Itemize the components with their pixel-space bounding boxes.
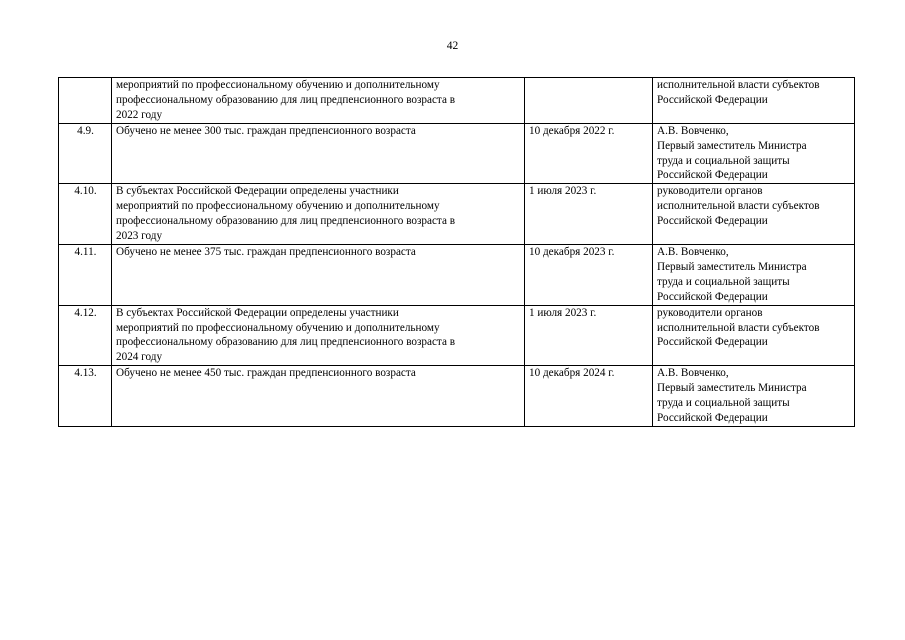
- responsible-line: Российской Федерации: [657, 290, 768, 303]
- description-line: В субъектах Российской Федерации определены участники: [116, 306, 399, 319]
- item-responsible: [653, 123, 855, 184]
- description-line: В субъектах Российской Федерации определены участники: [116, 185, 399, 198]
- item-responsible: [653, 244, 855, 305]
- description-line: Обучено не менее 450 тыс. граждан предпенсионного возраста: [116, 367, 416, 380]
- responsible-line: исполнительной власти субъектов: [657, 79, 820, 91]
- responsible-line: труда и социальной защиты: [657, 154, 790, 167]
- responsible-line: А.В. Вовченко,: [657, 124, 729, 137]
- table-row: [59, 184, 855, 245]
- description-line: мероприятий по профессиональному обучению и дополнительному: [116, 321, 440, 334]
- responsible-line: труда и социальной защиты: [657, 397, 790, 410]
- description-line: профессиональному образованию для лиц предпенсионного возраста в: [116, 215, 456, 228]
- responsible-line: А.В. Вовченко,: [657, 245, 729, 258]
- item-deadline: 10 декабря 2022 г.: [525, 123, 653, 184]
- item-number: [59, 78, 112, 124]
- item-deadline: 10 декабря 2023 г.: [525, 244, 653, 305]
- item-deadline: 10 декабря 2024 г.: [525, 366, 653, 427]
- description-line: 2022 году: [116, 108, 163, 121]
- responsible-line: А.В. Вовченко,: [657, 367, 729, 380]
- description-line: 2024 году: [116, 351, 163, 364]
- page-number: 42: [446, 40, 459, 52]
- measures-table: [58, 77, 855, 427]
- description-line: мероприятий по профессиональному обучению и дополнительному: [116, 200, 440, 213]
- responsible-line: Российской Федерации: [657, 215, 768, 228]
- item-number: 4.10.: [59, 184, 112, 245]
- responsible-line: Российской Федерации: [657, 93, 768, 106]
- table-row: [59, 78, 855, 124]
- item-responsible: [653, 366, 855, 427]
- responsible-line: труда и социальной защиты: [657, 275, 790, 288]
- responsible-line: Первый заместитель Министра: [657, 139, 807, 152]
- responsible-line: руководители органов: [657, 306, 763, 319]
- item-responsible: [653, 305, 855, 366]
- table-row: [59, 123, 855, 184]
- description-line: мероприятий по профессиональному обучению и дополнительному: [116, 79, 440, 91]
- item-number: 4.13.: [59, 366, 112, 427]
- responsible-line: Российской Федерации: [657, 411, 768, 424]
- item-deadline: 1 июля 2023 г.: [525, 305, 653, 366]
- table-row: [59, 305, 855, 366]
- item-description: [112, 305, 525, 366]
- description-line: Обучено не менее 300 тыс. граждан предпенсионного возраста: [116, 124, 416, 137]
- item-number: 4.9.: [59, 123, 112, 184]
- responsible-line: руководители органов: [657, 185, 763, 198]
- table-body: [59, 78, 855, 427]
- item-description: [112, 366, 525, 427]
- table-row: [59, 244, 855, 305]
- description-line: 2023 году: [116, 230, 163, 243]
- item-responsible: [653, 184, 855, 245]
- item-number: 4.12.: [59, 305, 112, 366]
- item-description: [112, 78, 525, 124]
- item-description: [112, 184, 525, 245]
- description-line: профессиональному образованию для лиц предпенсионного возраста в: [116, 93, 456, 106]
- description-line: профессиональному образованию для лиц предпенсионного возраста в: [116, 336, 456, 349]
- responsible-line: Российской Федерации: [657, 336, 768, 349]
- item-description: [112, 123, 525, 184]
- responsible-line: Первый заместитель Министра: [657, 260, 807, 273]
- item-responsible: [653, 78, 855, 124]
- responsible-line: исполнительной власти субъектов: [657, 200, 820, 213]
- item-description: [112, 244, 525, 305]
- responsible-line: Российской Федерации: [657, 169, 768, 182]
- item-deadline: [525, 78, 653, 124]
- table-row: [59, 366, 855, 427]
- item-deadline: 1 июля 2023 г.: [525, 184, 653, 245]
- description-line: Обучено не менее 375 тыс. граждан предпенсионного возраста: [116, 245, 416, 258]
- item-number: 4.11.: [59, 244, 112, 305]
- responsible-line: исполнительной власти субъектов: [657, 321, 820, 334]
- responsible-line: Первый заместитель Министра: [657, 382, 807, 395]
